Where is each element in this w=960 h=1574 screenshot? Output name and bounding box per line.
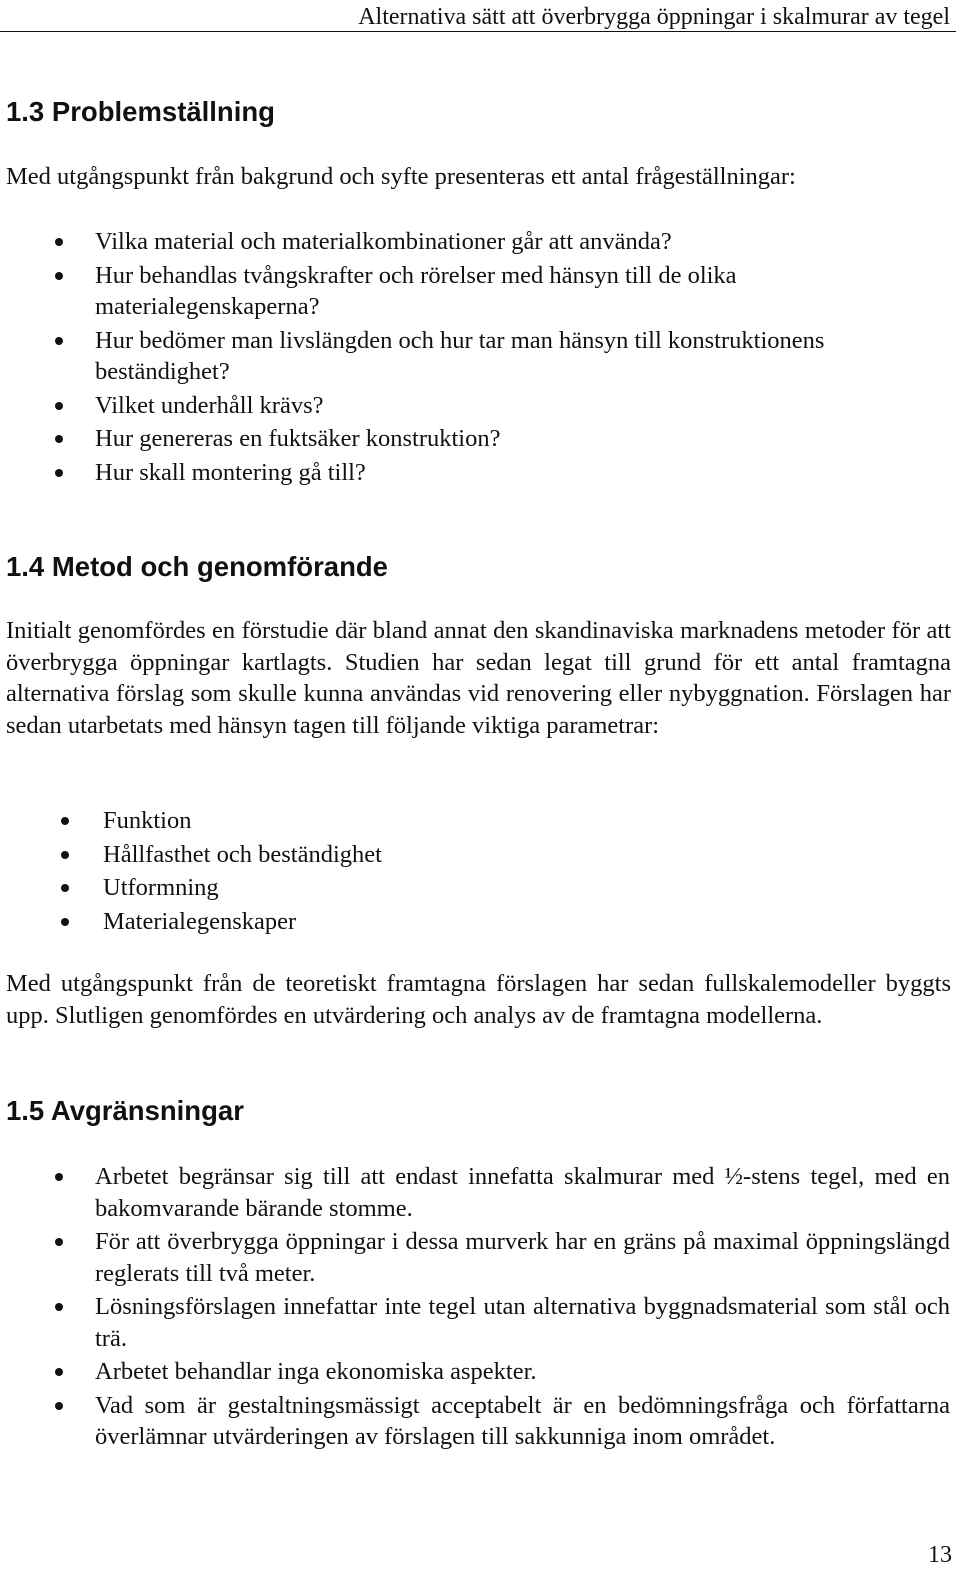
bullet-icon: [61, 851, 69, 859]
problem-bullet-list: [95, 226, 920, 490]
list-item: Hur behandlas tvångskrafter och rörelser med hänsyn till de olika materialegenskaperna?: [95, 260, 920, 323]
bullet-icon: [55, 1402, 63, 1410]
list-item: Lösningsförslagen innefattar inte tegel utan alternativa byggnadsmaterial som stål och trä.: [95, 1291, 950, 1354]
list-item: Hur bedömer man livslängden och hur tar man hänsyn till konstruktionens beständighet?: [95, 325, 920, 388]
section-heading-limits: 1.5 Avgränsningar: [6, 1095, 244, 1126]
section-heading-method: 1.4 Metod och genomförande: [6, 551, 388, 582]
bullet-icon: [55, 1238, 63, 1246]
bullet-icon: [55, 1368, 63, 1376]
list-item: Utformning: [103, 872, 703, 904]
bullet-icon: [61, 918, 69, 926]
list-item: Vilka material och materialkombinationer går att använda?: [95, 226, 920, 258]
list-item: För att överbrygga öppningar i dessa murverk har en gräns på maximal öppningslängd reglerats till två meter.: [95, 1226, 950, 1289]
bullet-icon: [61, 817, 69, 825]
limits-bullet-list: [95, 1161, 950, 1455]
bullet-icon: [61, 884, 69, 892]
list-item: Hur genereras en fuktsäker konstruktion?: [95, 423, 920, 455]
bullet-icon: [55, 1173, 63, 1181]
bullet-icon: [55, 1303, 63, 1311]
method-paragraph: Initialt genomfördes en förstudie där bland annat den skandinaviska marknadens metoder för att överbrygga öppningar kartlagts. Studien har sedan legat till grund för ett antal framtagna alternativa förslag som skulle kunna användas vid renovering eller nybyggnation. Förslagen har sedan utarbetats med hänsyn tagen till följande viktiga parametrar:: [6, 617, 951, 739]
page-number: 13: [928, 1542, 952, 1568]
running-header: Alternativa sätt att överbrygga öppningar i skalmurar av tegel: [358, 4, 950, 30]
bullet-icon: [55, 402, 63, 410]
list-item: Funktion: [103, 805, 703, 837]
list-item: Materialegenskaper: [103, 906, 703, 938]
method-conclusion-paragraph: Med utgångspunkt från de teoretiskt framtagna förslagen har sedan fullskalemodeller byggts upp. Slutligen genomfördes en utvärdering och analys av de framtagna modellerna.: [6, 970, 951, 1029]
list-item: Hur skall montering gå till?: [95, 457, 920, 489]
list-item: Arbetet begränsar sig till att endast innefatta skalmurar med ½-stens tegel, med en bakomvarande bärande stomme.: [95, 1161, 950, 1224]
bullet-icon: [55, 337, 63, 345]
bullet-icon: [55, 238, 63, 246]
section-heading-problem: 1.3 Problemställning: [6, 96, 275, 127]
list-item: Vad som är gestaltningsmässigt acceptabelt är en bedömningsfråga och författarna överlämnar utvärderingen av förslagen till sakkunniga inom området.: [95, 1390, 950, 1453]
bullet-icon: [55, 469, 63, 477]
list-item: Vilket underhåll krävs?: [95, 390, 920, 422]
list-item: Arbetet behandlar inga ekonomiska aspekter.: [95, 1356, 950, 1388]
bullet-icon: [55, 272, 63, 280]
header-rule: [0, 31, 956, 32]
list-item: Hållfasthet och beständighet: [103, 839, 703, 871]
bullet-icon: [55, 435, 63, 443]
problem-intro: Med utgångspunkt från bakgrund och syfte presenteras ett antal frågeställningar:: [6, 163, 796, 190]
method-parameter-list: [103, 805, 703, 939]
